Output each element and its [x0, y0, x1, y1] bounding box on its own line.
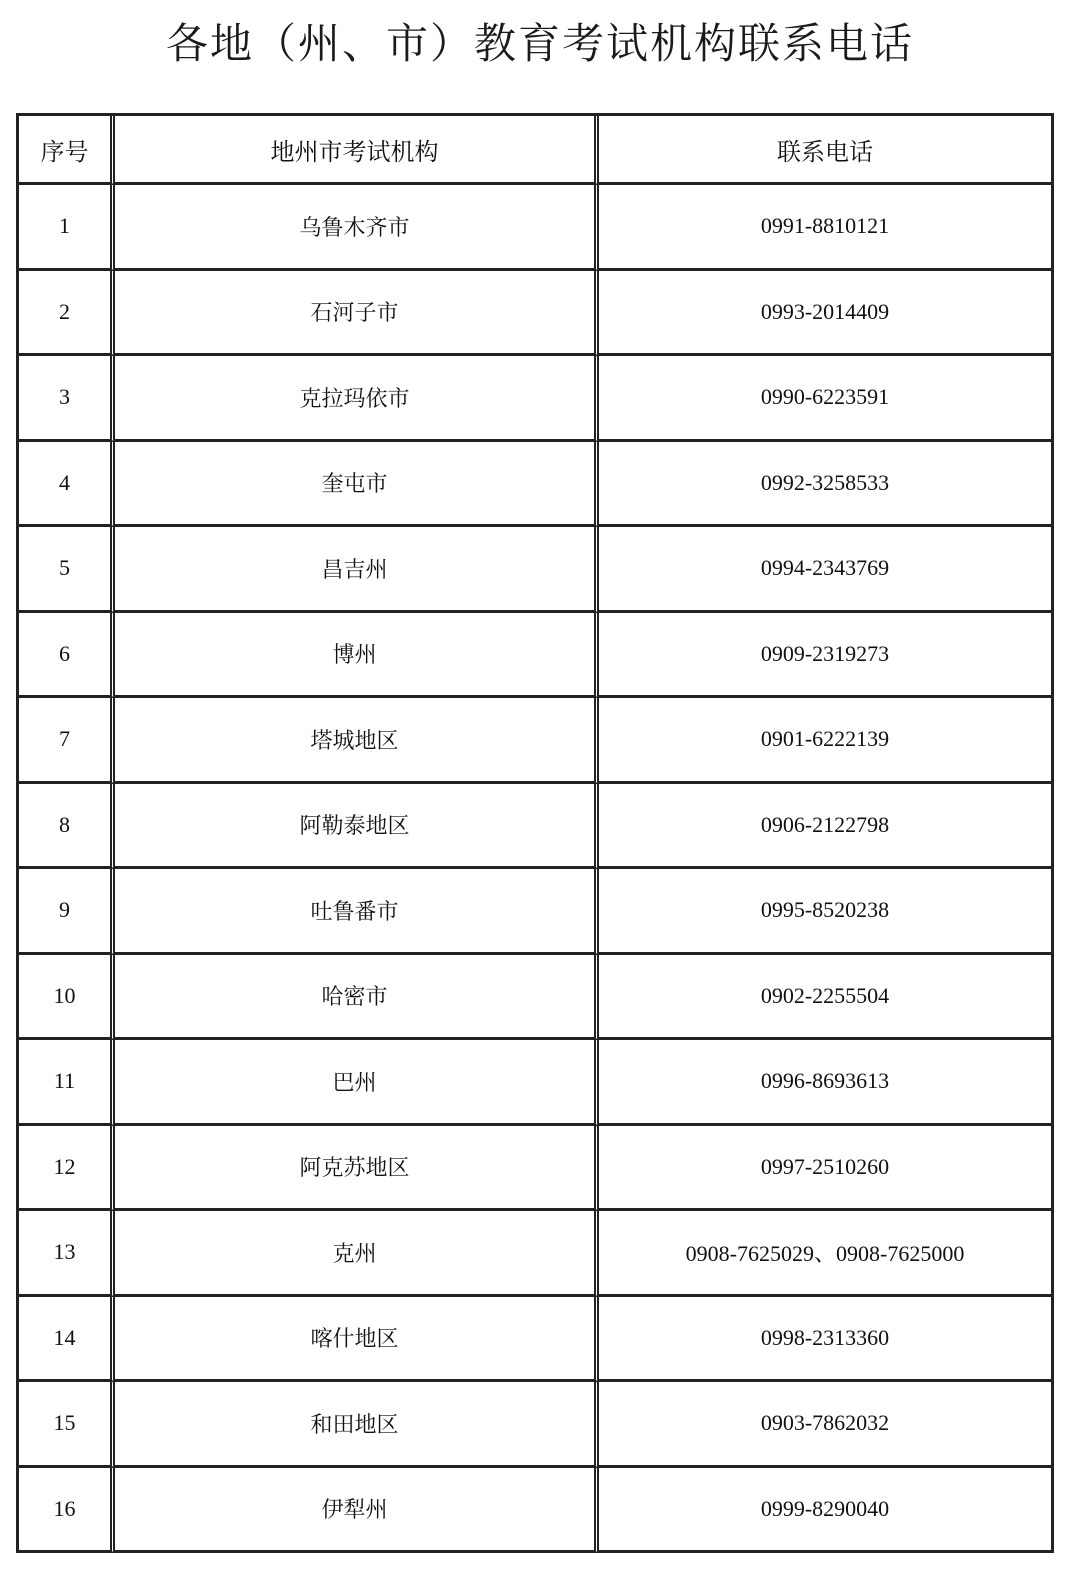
row-number: 2: [19, 271, 115, 357]
row-number: 1: [19, 185, 115, 271]
table-row: [19, 1040, 1054, 1126]
table-row: [19, 356, 1054, 442]
institution-name: 塔城地区: [115, 698, 599, 784]
phone-number: 0992-3258533: [599, 442, 1054, 528]
phone-number: 0909-2319273: [599, 613, 1054, 699]
row-number: 4: [19, 442, 115, 528]
table-row: [19, 1297, 1054, 1383]
institution-name: 奎屯市: [115, 442, 599, 528]
table-row: [19, 613, 1054, 699]
row-number: 14: [19, 1297, 115, 1383]
table-row: [19, 784, 1054, 870]
row-number: 15: [19, 1382, 115, 1468]
institution-name: 克拉玛依市: [115, 356, 599, 442]
header-contact-phone: 联系电话: [599, 116, 1054, 185]
institution-name: 克州: [115, 1211, 599, 1297]
row-number: 10: [19, 955, 115, 1041]
row-number: 16: [19, 1468, 115, 1554]
institution-name: 喀什地区: [115, 1297, 599, 1383]
phone-number: 0999-8290040: [599, 1468, 1054, 1554]
row-number: 13: [19, 1211, 115, 1297]
phone-number: 0995-8520238: [599, 869, 1054, 955]
phone-number: 0994-2343769: [599, 527, 1054, 613]
row-number: 9: [19, 869, 115, 955]
institution-name: 博州: [115, 613, 599, 699]
institution-name: 阿勒泰地区: [115, 784, 599, 870]
row-number: 3: [19, 356, 115, 442]
phone-number: 0908-7625029、0908-7625000: [599, 1211, 1054, 1297]
institution-name: 和田地区: [115, 1382, 599, 1468]
table-row: [19, 185, 1054, 271]
row-number: 8: [19, 784, 115, 870]
institution-name: 石河子市: [115, 271, 599, 357]
institution-name: 伊犁州: [115, 1468, 599, 1554]
table-row: [19, 955, 1054, 1041]
phone-number: 0901-6222139: [599, 698, 1054, 784]
table-row: [19, 1211, 1054, 1297]
table-row: [19, 1382, 1054, 1468]
institution-name: 哈密市: [115, 955, 599, 1041]
table-row: [19, 1468, 1054, 1554]
page-title: 各地（州、市）教育考试机构联系电话: [165, 19, 914, 68]
phone-number: 0903-7862032: [599, 1382, 1054, 1468]
header-serial-number: 序号: [19, 116, 115, 185]
institution-name: 巴州: [115, 1040, 599, 1126]
institution-name: 昌吉州: [115, 527, 599, 613]
institution-name: 乌鲁木齐市: [115, 185, 599, 271]
row-number: 11: [19, 1040, 115, 1126]
row-number: 7: [19, 698, 115, 784]
phone-number: 0997-2510260: [599, 1126, 1054, 1212]
phone-number: 0993-2014409: [599, 271, 1054, 357]
phone-number: 0996-8693613: [599, 1040, 1054, 1126]
phone-number: 0990-6223591: [599, 356, 1054, 442]
institution-name: 吐鲁番市: [115, 869, 599, 955]
table-row: [19, 527, 1054, 613]
contacts-table: [16, 113, 1054, 1553]
row-number: 12: [19, 1126, 115, 1212]
institution-name: 阿克苏地区: [115, 1126, 599, 1212]
phone-number: 0902-2255504: [599, 955, 1054, 1041]
table-row: [19, 869, 1054, 955]
table-row: [19, 1126, 1054, 1212]
phone-number: 0998-2313360: [599, 1297, 1054, 1383]
table-row: [19, 271, 1054, 357]
table-header-row: [19, 116, 1054, 185]
header-exam-institution: 地州市考试机构: [115, 116, 599, 185]
phone-number: 0991-8810121: [599, 185, 1054, 271]
phone-number: 0906-2122798: [599, 784, 1054, 870]
table-row: [19, 698, 1054, 784]
row-number: 6: [19, 613, 115, 699]
row-number: 5: [19, 527, 115, 613]
table-row: [19, 442, 1054, 528]
